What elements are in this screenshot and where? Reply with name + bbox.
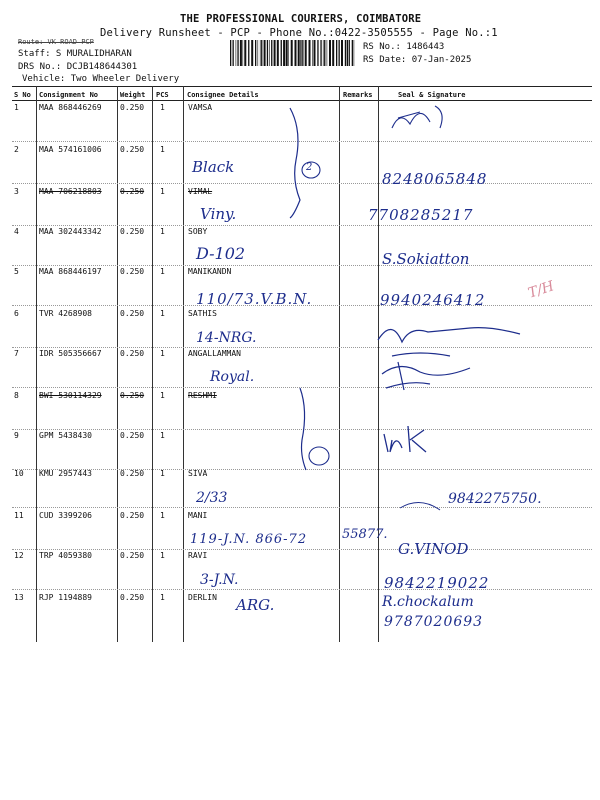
- row-sno: 2: [14, 145, 19, 154]
- hw-address-row7: Royal.: [210, 369, 255, 385]
- row-consignment-no: MAA 868446197: [39, 267, 102, 276]
- row-weight: 0.250: [120, 469, 145, 478]
- route-label: Route: VK ROAD PCP: [18, 38, 94, 46]
- row-consignee: SATHIS: [188, 309, 217, 318]
- row-consignee: RESHMI: [188, 391, 217, 400]
- row-consignee: SOBY: [188, 227, 208, 236]
- row-weight: 0.250: [120, 391, 145, 400]
- hw-address-row5: 110/73.V.B.N.: [196, 290, 313, 308]
- row-weight: 0.250: [120, 267, 145, 276]
- row-pcs: 1: [160, 511, 165, 520]
- vehicle-label: Vehicle: Two Wheeler Delivery: [22, 74, 180, 84]
- stamp-mark: T/H: [526, 278, 557, 302]
- row-consignment-no: BWI 530114329: [39, 391, 102, 400]
- rs-number: RS No.: 1486443: [363, 42, 445, 52]
- row-consignment-no: MAA 574161006: [39, 145, 102, 154]
- row-consignee: MANIKANDN: [188, 267, 232, 276]
- row-sno: 9: [14, 431, 19, 440]
- row-consignment-no: CUD 3399206: [39, 511, 92, 520]
- row-consignment-no: MAA 868446269: [39, 103, 102, 112]
- row-consignment-no: TRP 4059380: [39, 551, 92, 560]
- row-pcs: 1: [160, 593, 165, 602]
- hw-phone-row13: 9787020693: [384, 614, 484, 630]
- row-weight: 0.250: [120, 431, 145, 440]
- row-consignee: ANGALLAMMAN: [188, 349, 241, 358]
- row-weight: 0.250: [120, 187, 145, 196]
- col-header-signature: Seal & Signature: [398, 91, 466, 99]
- row-sno: 10: [14, 469, 24, 478]
- row-weight: 0.250: [120, 227, 145, 236]
- row-weight: 0.250: [120, 349, 145, 358]
- row-pcs: 1: [160, 391, 165, 400]
- row-consignee: MANI: [188, 511, 208, 520]
- row-weight: 0.250: [120, 511, 145, 520]
- row-sno: 7: [14, 349, 19, 358]
- row-pcs: 1: [160, 431, 165, 440]
- hw-phone-row3: 7708285217: [368, 206, 474, 224]
- drs-number: DRS No.: DCJB148644301: [18, 62, 138, 72]
- row-pcs: 1: [160, 551, 165, 560]
- row-sno: 11: [14, 511, 24, 520]
- row-sno: 3: [14, 187, 19, 196]
- row-sno: 6: [14, 309, 19, 318]
- hw-phone-row5: 9940246412: [380, 291, 486, 309]
- hw-signature-row13: R.chockalum: [382, 594, 474, 610]
- row-sno: 13: [14, 593, 24, 602]
- row-weight: 0.250: [120, 551, 145, 560]
- row-weight: 0.250: [120, 309, 145, 318]
- row-consignment-no: TVR 4268908: [39, 309, 92, 318]
- row-consignment-no: GPM 5438430: [39, 431, 92, 440]
- staff-label: Staff: S MURALIDHARAN: [18, 49, 132, 59]
- hw-address-row10: 2/33: [196, 490, 228, 506]
- row-sno: 5: [14, 267, 19, 276]
- row-consignment-no: RJP 1194889: [39, 593, 92, 602]
- col-header-consignee: Consignee Details: [187, 91, 259, 99]
- hw-address-row12: 3-J.N.: [200, 572, 239, 588]
- hw-address-row13: ARG.: [236, 596, 275, 614]
- hw-phone-row10: 9842275750.: [448, 491, 542, 507]
- row-consignment-no: KMU 2957443: [39, 469, 92, 478]
- row-pcs: 1: [160, 227, 165, 236]
- row-pcs: 1: [160, 145, 165, 154]
- hw-circle-row2: 2: [306, 162, 313, 173]
- row-sno: 8: [14, 391, 19, 400]
- hw-signature-row4: S.Sokiatton: [382, 250, 470, 268]
- hw-address-row4: D-102: [196, 244, 246, 263]
- hw-phone-row12: 9842219022: [384, 574, 490, 592]
- runsheet-subtitle: Delivery Runsheet - PCP - Phone No.:0422-3505555 - Page No.:1: [100, 27, 498, 39]
- col-header-pcs: PCS: [156, 91, 169, 99]
- hw-address-row3: Viny.: [200, 205, 237, 223]
- row-pcs: 1: [160, 187, 165, 196]
- col-header-sno: S No: [14, 91, 31, 99]
- hw-address-row2: Black: [192, 158, 235, 176]
- hw-address-row6: 14-NRG.: [196, 330, 257, 346]
- row-consignee: SIVA: [188, 469, 208, 478]
- row-sno: 1: [14, 103, 19, 112]
- row-consignment-no: MAA 302443342: [39, 227, 102, 236]
- col-header-weight: Weight: [120, 91, 146, 99]
- col-header-consignment: Consignment No: [39, 91, 99, 99]
- row-weight: 0.250: [120, 593, 145, 602]
- row-weight: 0.250: [120, 145, 145, 154]
- row-sno: 12: [14, 551, 24, 560]
- row-consignment-no: MAA 706218803: [39, 187, 102, 196]
- hw-phone-row2: 8248065848: [382, 170, 488, 188]
- row-consignee: VAMSA: [188, 103, 213, 112]
- col-header-remarks: Remarks: [343, 91, 373, 99]
- row-pcs: 1: [160, 309, 165, 318]
- hw-address-row11: 119-J.N. 866-72: [190, 532, 308, 547]
- hw-number-row11: 55877.: [342, 527, 388, 542]
- hw-signature-row11: G.VINOD: [398, 540, 469, 558]
- company-title: THE PROFESSIONAL COURIERS, COIMBATORE: [180, 13, 422, 25]
- rs-date: RS Date: 07-Jan-2025: [363, 55, 472, 65]
- row-consignee: DERLIN: [188, 593, 217, 602]
- row-consignment-no: IDR 505356667: [39, 349, 102, 358]
- row-pcs: 1: [160, 103, 165, 112]
- row-pcs: 1: [160, 469, 165, 478]
- row-consignee: VIMAL: [188, 187, 213, 196]
- row-pcs: 1: [160, 349, 165, 358]
- row-consignee: RAVI: [188, 551, 208, 560]
- row-pcs: 1: [160, 267, 165, 276]
- row-sno: 4: [14, 227, 19, 236]
- row-weight: 0.250: [120, 103, 145, 112]
